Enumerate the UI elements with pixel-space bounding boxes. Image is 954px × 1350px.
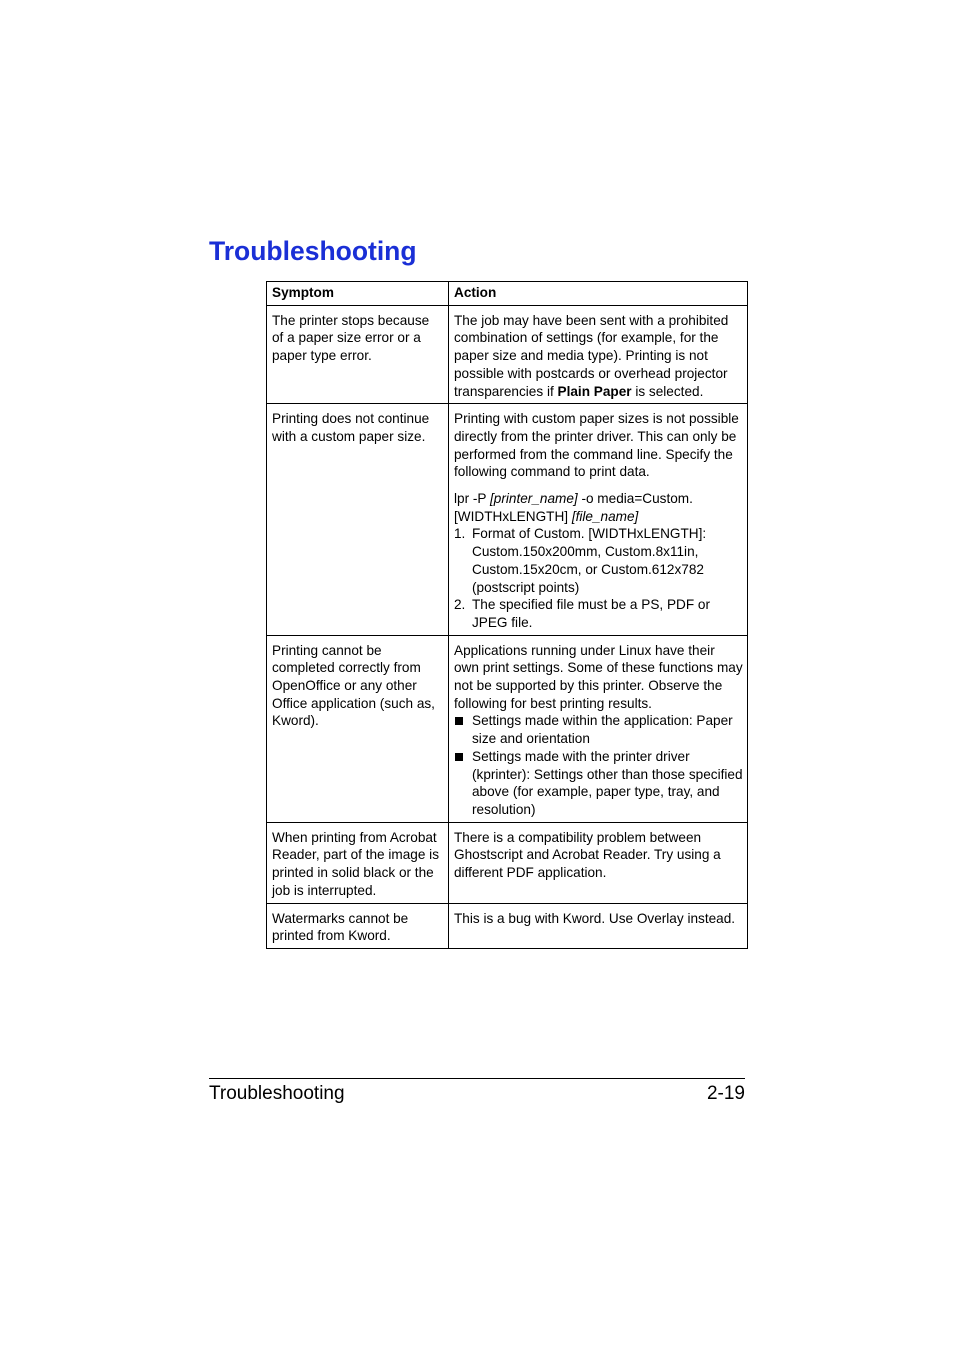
table-row	[267, 903, 748, 948]
table-row	[267, 822, 748, 903]
symptom-cell: Watermarks cannot be printed from Kword.	[267, 903, 449, 948]
table-row	[267, 305, 748, 404]
table-row	[267, 404, 748, 635]
list-number: 2.	[454, 597, 466, 613]
list-item: 2. The specified file must be a PS, PDF or JPEG file.	[454, 597, 710, 630]
page-title: Troubleshooting	[209, 236, 417, 266]
square-bullet-icon	[455, 717, 463, 725]
command-line: lpr -P [printer_name] -o media=Custom.[WIDTHxLENGTH] [file_name]	[454, 491, 693, 524]
symptom-cell: When printing from Acrobat Reader, part of the image is printed in solid black or the job is interrupted.	[267, 822, 449, 903]
list-item: 1. Format of Custom. [WIDTHxLENGTH]: Custom.150x200mm, Custom.8x11in, Custom.15x20cm, or Custom.612x782 (postscript points)	[454, 526, 707, 595]
footer-divider	[209, 1078, 745, 1079]
symptom-cell: Printing does not continue with a custom paper size.	[267, 404, 449, 635]
table-row	[267, 635, 748, 822]
numbered-list	[454, 525, 743, 596]
action-cell	[449, 635, 748, 822]
numbered-list	[454, 596, 743, 631]
footer-page-number: 2-19	[706, 1083, 745, 1104]
action-cell	[449, 305, 748, 404]
list-item: Settings made with the printer driver (kprinter): Settings other than those specified above (for example, paper type, tray, and resolution)	[454, 748, 743, 819]
bullet-list	[454, 748, 743, 819]
table-header-row	[267, 282, 748, 306]
action-cell: There is a compatibility problem between Ghostscript and Acrobat Reader. Try using a different PDF application.	[449, 822, 748, 903]
troubleshooting-table	[266, 281, 748, 949]
action-cell: This is a bug with Kword. Use Overlay instead.	[449, 903, 748, 948]
symptom-column-header: Symptom	[267, 282, 449, 306]
symptom-cell: Printing cannot be completed correctly from OpenOffice or any other Office application (such as, Kword).	[267, 635, 449, 822]
action-cell	[449, 404, 748, 635]
list-number: 1.	[454, 526, 466, 542]
action-text: The job may have been sent with a prohibited combination of settings (for example, for the paper size and media type). Printing is not possible with postcards or overhead projector transparencies if Plain Paper is selected.	[454, 312, 729, 399]
square-bullet-icon	[455, 753, 463, 761]
action-intro: Printing with custom paper sizes is not possible directly from the printer driver. This can only be performed from the command line. Specify the following command to print data.	[454, 411, 739, 480]
plain-paper-setting: Plain Paper	[557, 383, 632, 399]
symptom-cell: The printer stops because of a paper size error or a paper type error.	[267, 305, 449, 404]
list-item: Settings made within the application: Paper size and orientation	[454, 712, 743, 747]
action-intro: Applications running under Linux have their own print settings. Some of these functions may not be supported by this printer. Observe the following for best printing results.	[454, 642, 743, 711]
footer-section-title: Troubleshooting	[209, 1083, 345, 1104]
action-column-header: Action	[449, 282, 748, 306]
bullet-list	[454, 712, 743, 747]
